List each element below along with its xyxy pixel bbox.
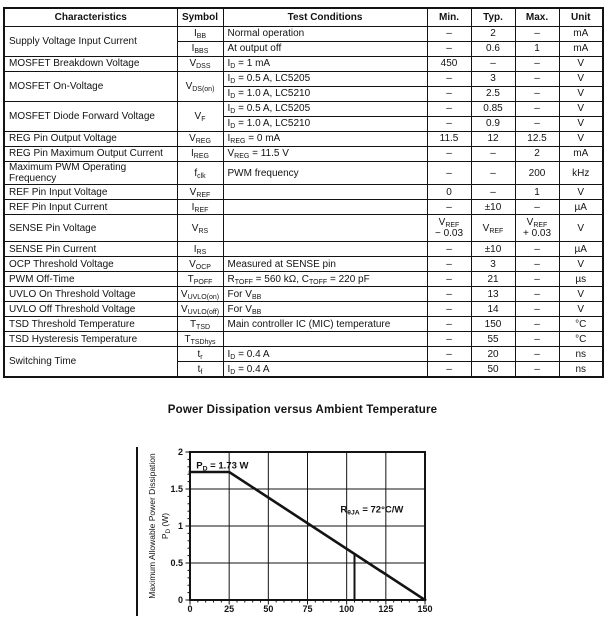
cell-max: 12.5 bbox=[515, 132, 559, 147]
cell-symbol: $V_{REG}$ bbox=[177, 132, 223, 147]
cell-typ: 50 bbox=[471, 362, 515, 377]
table-row bbox=[4, 200, 603, 215]
column-header: Test Conditions bbox=[223, 8, 427, 27]
x-tick-label: 125 bbox=[378, 604, 394, 614]
cell-unit: V bbox=[559, 72, 603, 87]
cell-typ: 12 bbox=[471, 132, 515, 147]
cell-conditions bbox=[223, 185, 427, 200]
cell-max: – bbox=[515, 72, 559, 87]
cell-conditions: $I_D = 0.5$ A, LC5205 bbox=[223, 72, 427, 87]
cell-unit: ns bbox=[559, 362, 603, 377]
column-header: Max. bbox=[515, 8, 559, 27]
table-row bbox=[4, 132, 603, 147]
cell-min: – bbox=[427, 72, 471, 87]
table-row bbox=[4, 302, 603, 317]
cell-max: – bbox=[515, 200, 559, 215]
cell-unit: V bbox=[559, 132, 603, 147]
cell-conditions: $R_{TOFF} = 560$ kΩ, $C_{TOFF} = 220$ pF bbox=[223, 272, 427, 287]
table-row bbox=[4, 272, 603, 287]
cell-conditions: $I_D = 0.4$ A bbox=[223, 347, 427, 362]
cell-unit: V bbox=[559, 215, 603, 242]
chart-area bbox=[130, 440, 450, 616]
cell-characteristics: REF Pin Input Current bbox=[4, 200, 177, 215]
cell-max: 200 bbox=[515, 162, 559, 185]
cell-min: – bbox=[427, 332, 471, 347]
x-tick-label: 0 bbox=[187, 604, 193, 614]
cell-min: – bbox=[427, 117, 471, 132]
cell-max: – bbox=[515, 117, 559, 132]
table-row bbox=[4, 347, 603, 362]
cell-max: – bbox=[515, 27, 559, 42]
cell-typ: 150 bbox=[471, 317, 515, 332]
spec-table-body bbox=[4, 27, 603, 377]
cell-characteristics: TSD Hysteresis Temperature bbox=[4, 332, 177, 347]
cell-characteristics: UVLO Off Threshold Voltage bbox=[4, 302, 177, 317]
cell-typ: – bbox=[471, 57, 515, 72]
cell-characteristics: Switching Time bbox=[4, 347, 177, 377]
cell-max: – bbox=[515, 272, 559, 287]
cell-unit: kHz bbox=[559, 162, 603, 185]
cell-max: – bbox=[515, 332, 559, 347]
cell-max: $V_{REF}$ + 0.03 bbox=[515, 215, 559, 242]
column-header: Symbol bbox=[177, 8, 223, 27]
cell-characteristics: SENSE Pin Voltage bbox=[4, 215, 177, 242]
table-row bbox=[4, 215, 603, 242]
cell-unit: V bbox=[559, 87, 603, 102]
cell-conditions bbox=[223, 242, 427, 257]
cell-max: – bbox=[515, 347, 559, 362]
cell-conditions: At output off bbox=[223, 42, 427, 57]
cell-unit: mA bbox=[559, 42, 603, 57]
cell-typ: $V_{REF}$ bbox=[471, 215, 515, 242]
cell-unit: V bbox=[559, 102, 603, 117]
cell-max: 1 bbox=[515, 42, 559, 57]
cell-characteristics: Supply Voltage Input Current bbox=[4, 27, 177, 57]
table-row bbox=[4, 317, 603, 332]
cell-unit: V bbox=[559, 257, 603, 272]
cell-typ: – bbox=[471, 147, 515, 162]
cell-min: – bbox=[427, 347, 471, 362]
cell-conditions bbox=[223, 332, 427, 347]
cell-max: – bbox=[515, 317, 559, 332]
cell-symbol: $V_{DS(on)}$ bbox=[177, 72, 223, 102]
cell-typ: 13 bbox=[471, 287, 515, 302]
cell-min: 11.5 bbox=[427, 132, 471, 147]
cell-min: – bbox=[427, 362, 471, 377]
cell-max: – bbox=[515, 102, 559, 117]
cell-symbol: $I_{BB}$ bbox=[177, 27, 223, 42]
cell-min: – bbox=[427, 87, 471, 102]
spec-table bbox=[3, 7, 604, 378]
table-row bbox=[4, 72, 603, 87]
cell-symbol: $V_{UVLO(off)}$ bbox=[177, 302, 223, 317]
cell-conditions: For $V_{BB}$ bbox=[223, 287, 427, 302]
cell-characteristics: SENSE Pin Current bbox=[4, 242, 177, 257]
cell-symbol: $T_{TSDhys}$ bbox=[177, 332, 223, 347]
cell-typ: 0.9 bbox=[471, 117, 515, 132]
cell-characteristics: Maximum PWM Operating Frequency bbox=[4, 162, 177, 185]
cell-max: – bbox=[515, 287, 559, 302]
table-row bbox=[4, 27, 603, 42]
x-tick-label: 50 bbox=[263, 604, 274, 614]
table-row bbox=[4, 185, 603, 200]
table-row bbox=[4, 162, 603, 185]
cell-characteristics: REG Pin Output Voltage bbox=[4, 132, 177, 147]
cell-typ: 2 bbox=[471, 27, 515, 42]
cell-conditions: $V_{REG} = 11.5$ V bbox=[223, 147, 427, 162]
y-tick-label: 2 bbox=[177, 447, 183, 457]
cell-symbol: $f_{clk}$ bbox=[177, 162, 223, 185]
cell-unit: ns bbox=[559, 347, 603, 362]
cell-min: – bbox=[427, 257, 471, 272]
cell-characteristics: REF Pin Input Voltage bbox=[4, 185, 177, 200]
cell-typ: – bbox=[471, 185, 515, 200]
cell-min: – bbox=[427, 147, 471, 162]
cell-characteristics: PWM Off-Time bbox=[4, 272, 177, 287]
cell-characteristics: MOSFET On-Voltage bbox=[4, 72, 177, 102]
cell-symbol: $V_{RS}$ bbox=[177, 215, 223, 242]
y-tick-label: 1.5 bbox=[170, 484, 183, 494]
cell-unit: mA bbox=[559, 147, 603, 162]
cell-max: – bbox=[515, 302, 559, 317]
cell-max: – bbox=[515, 362, 559, 377]
cell-typ: 55 bbox=[471, 332, 515, 347]
column-header: Typ. bbox=[471, 8, 515, 27]
cell-max: – bbox=[515, 87, 559, 102]
cell-unit: µs bbox=[559, 272, 603, 287]
cell-unit: °C bbox=[559, 332, 603, 347]
cell-unit: V bbox=[559, 185, 603, 200]
cell-conditions: Normal operation bbox=[223, 27, 427, 42]
cell-symbol: $T_{POFF}$ bbox=[177, 272, 223, 287]
y-axis-label: Maximum Allowable Power Dissipation bbox=[147, 453, 157, 599]
cell-min: – bbox=[427, 317, 471, 332]
cell-conditions: $I_D = 1.0$ A, LC5210 bbox=[223, 117, 427, 132]
cell-typ: 20 bbox=[471, 347, 515, 362]
column-header: Unit bbox=[559, 8, 603, 27]
rtheta-annotation: $R_{\theta JA} = 72^\circ C/W$ bbox=[340, 504, 404, 517]
cell-conditions bbox=[223, 200, 427, 215]
cell-min: – bbox=[427, 42, 471, 57]
cell-min: – bbox=[427, 302, 471, 317]
table-row bbox=[4, 147, 603, 162]
cell-min: $V_{REF}$ − 0.03 bbox=[427, 215, 471, 242]
cell-min: – bbox=[427, 287, 471, 302]
column-header: Characteristics bbox=[4, 8, 177, 27]
cell-characteristics: OCP Threshold Voltage bbox=[4, 257, 177, 272]
cell-characteristics: MOSFET Breakdown Voltage bbox=[4, 57, 177, 72]
spec-table-header bbox=[4, 8, 603, 27]
cell-conditions: For $V_{BB}$ bbox=[223, 302, 427, 317]
cell-symbol: $I_{BBS}$ bbox=[177, 42, 223, 57]
cell-symbol: $V_{DSS}$ bbox=[177, 57, 223, 72]
cell-unit: V bbox=[559, 302, 603, 317]
cell-typ: 14 bbox=[471, 302, 515, 317]
chart-title: Power Dissipation versus Ambient Temperature bbox=[167, 404, 438, 416]
cell-max: 1 bbox=[515, 185, 559, 200]
cell-unit: mA bbox=[559, 27, 603, 42]
cell-symbol: $V_{REF}$ bbox=[177, 185, 223, 200]
cell-typ: 2.5 bbox=[471, 87, 515, 102]
cell-typ: 21 bbox=[471, 272, 515, 287]
table-row bbox=[4, 332, 603, 347]
cell-unit: µA bbox=[559, 242, 603, 257]
cell-conditions: $I_D = 0.4$ A bbox=[223, 362, 427, 377]
cell-typ: 3 bbox=[471, 72, 515, 87]
cell-conditions: Main controller IC (MIC) temperature bbox=[223, 317, 427, 332]
cell-min: – bbox=[427, 102, 471, 117]
cell-typ: 0.85 bbox=[471, 102, 515, 117]
cell-typ: 0.6 bbox=[471, 42, 515, 57]
cell-max: – bbox=[515, 257, 559, 272]
cell-characteristics: TSD Threshold Temperature bbox=[4, 317, 177, 332]
cell-conditions: $I_D = 0.5$ A, LC5205 bbox=[223, 102, 427, 117]
cell-unit: V bbox=[559, 117, 603, 132]
table-row bbox=[4, 287, 603, 302]
cell-min: – bbox=[427, 27, 471, 42]
table-row bbox=[4, 102, 603, 117]
cell-typ: – bbox=[471, 162, 515, 185]
table-row bbox=[4, 257, 603, 272]
cell-typ: ±10 bbox=[471, 200, 515, 215]
cell-symbol: $t_r$ bbox=[177, 347, 223, 362]
cell-min: 450 bbox=[427, 57, 471, 72]
cell-min: 0 bbox=[427, 185, 471, 200]
cell-symbol: $V_F$ bbox=[177, 102, 223, 132]
cell-typ: ±10 bbox=[471, 242, 515, 257]
cell-conditions: PWM frequency bbox=[223, 162, 427, 185]
power-dissipation-chart bbox=[130, 440, 450, 616]
cell-symbol: $V_{OCP}$ bbox=[177, 257, 223, 272]
cell-min: – bbox=[427, 272, 471, 287]
cell-conditions bbox=[223, 215, 427, 242]
cell-conditions: Measured at SENSE pin bbox=[223, 257, 427, 272]
y-tick-label: 1 bbox=[177, 521, 183, 531]
cell-min: – bbox=[427, 242, 471, 257]
table-row bbox=[4, 57, 603, 72]
cell-unit: V bbox=[559, 57, 603, 72]
cell-conditions: $I_D = 1.0$ A, LC5210 bbox=[223, 87, 427, 102]
x-tick-label: 25 bbox=[224, 604, 235, 614]
cell-conditions: $I_D = 1$ mA bbox=[223, 57, 427, 72]
x-tick-label: 150 bbox=[417, 604, 433, 614]
y-tick-label: 0 bbox=[177, 595, 183, 605]
y-axis-label: $P_D$ (W) bbox=[160, 512, 172, 540]
pd-annotation: $P_D = 1.73$ W bbox=[196, 460, 249, 473]
cell-min: – bbox=[427, 200, 471, 215]
cell-max: – bbox=[515, 57, 559, 72]
cell-conditions: $I_{REG} = 0$ mA bbox=[223, 132, 427, 147]
cell-unit: °C bbox=[559, 317, 603, 332]
cell-symbol: $I_{REG}$ bbox=[177, 147, 223, 162]
cell-symbol: $I_{RS}$ bbox=[177, 242, 223, 257]
cell-characteristics: REG Pin Maximum Output Current bbox=[4, 147, 177, 162]
cell-max: – bbox=[515, 242, 559, 257]
cell-typ: 3 bbox=[471, 257, 515, 272]
cell-symbol: $T_{TSD}$ bbox=[177, 317, 223, 332]
cell-symbol: $t_f$ bbox=[177, 362, 223, 377]
cell-symbol: $I_{REF}$ bbox=[177, 200, 223, 215]
cell-characteristics: MOSFET Diode Forward Voltage bbox=[4, 102, 177, 132]
column-header: Min. bbox=[427, 8, 471, 27]
x-tick-label: 100 bbox=[339, 604, 355, 614]
x-tick-label: 75 bbox=[302, 604, 313, 614]
cell-min: – bbox=[427, 162, 471, 185]
cell-symbol: $V_{UVLO(on)}$ bbox=[177, 287, 223, 302]
cell-unit: V bbox=[559, 287, 603, 302]
table-row bbox=[4, 242, 603, 257]
y-tick-label: 0.5 bbox=[170, 558, 183, 568]
cell-max: 2 bbox=[515, 147, 559, 162]
cell-unit: µA bbox=[559, 200, 603, 215]
cell-characteristics: UVLO On Threshold Voltage bbox=[4, 287, 177, 302]
